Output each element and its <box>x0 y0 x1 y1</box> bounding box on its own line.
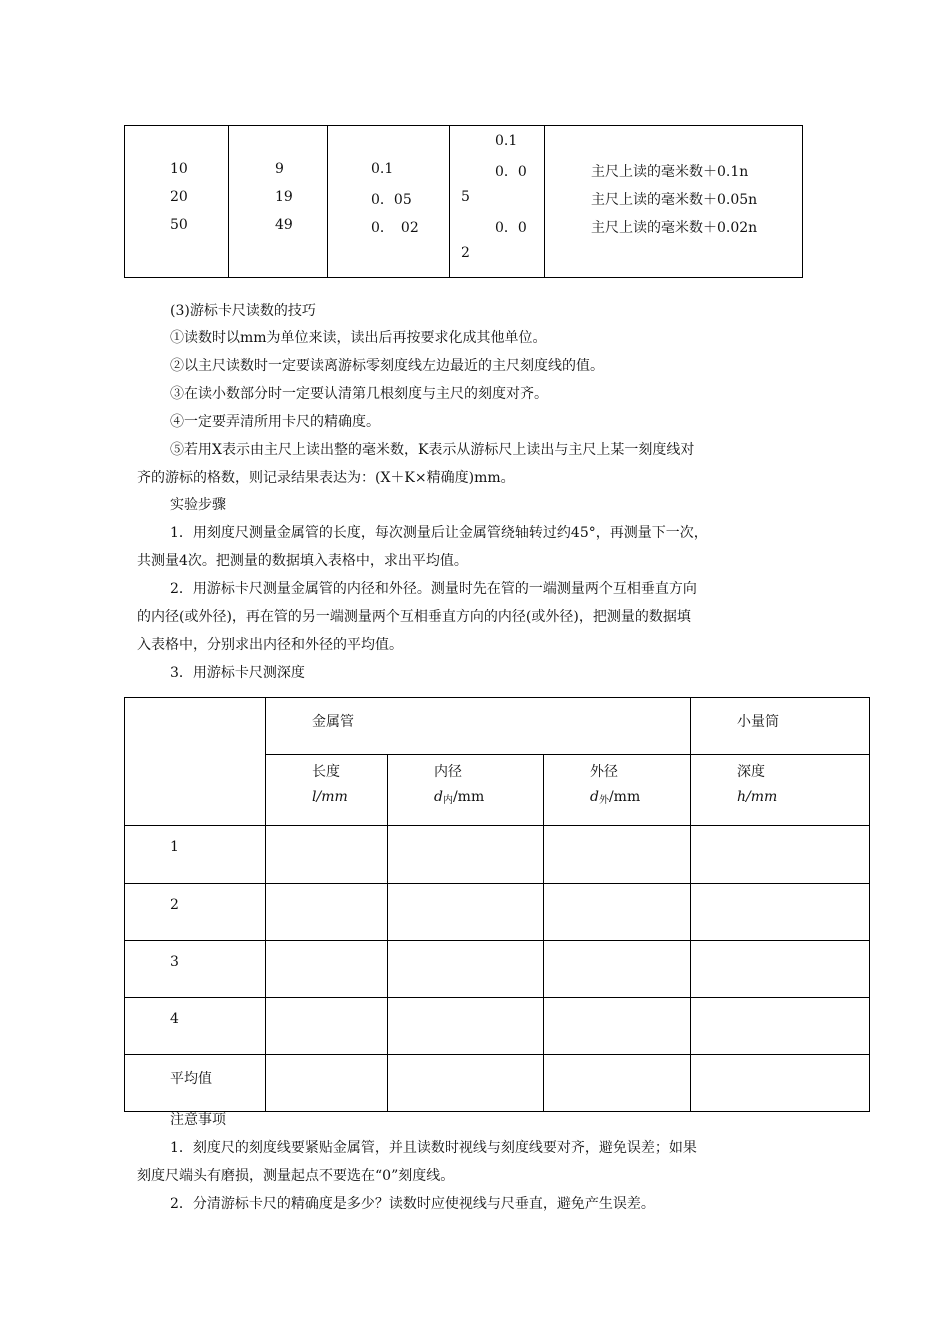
col-divider <box>228 126 229 277</box>
precision-cell: 0．0 <box>495 220 527 236</box>
group-header-small-cylinder: 小量筒 <box>737 714 779 730</box>
step-2-line1: 2．用游标卡尺测量金属管的内径和外径。测量时先在管的一端测量两个互相垂直方向 <box>170 581 697 597</box>
note-2: 2．分清游标卡尺的精确度是多少？读数时应使视线与尺垂直，避免产生误差。 <box>170 1196 655 1212</box>
col-unit-inner-diameter: $d_内/mm$ <box>434 789 485 806</box>
step-2-line3: 入表格中，分别求出内径和外径的平均值。 <box>137 637 403 653</box>
tips-heading: (3)游标卡尺读数的技巧 <box>170 303 316 319</box>
steps-heading: 实验步骤 <box>170 497 226 513</box>
col-header-length: 长度 <box>312 764 340 780</box>
tip-item: ①读数时以mm为单位来读，读出后再按要求化成其他单位。 <box>170 330 547 346</box>
col-divider <box>449 126 450 277</box>
col-header-outer-diameter: 外径 <box>590 764 618 780</box>
diff-cell: 0．05 <box>371 192 412 208</box>
formula-cell: 主尺上读的毫米数＋0.02n <box>591 220 758 236</box>
tip-item-5-line1: ⑤若用X表示由主尺上读出整的毫米数，K表示从游标尺上读出与主尺上某一刻度线对 <box>170 442 695 458</box>
note-1-line1: 1．刻度尺的刻度线要紧贴金属管，并且读数时视线与刻度线要对齐，避免误差；如果 <box>170 1140 697 1156</box>
formula-cell: 主尺上读的毫米数＋0.1n <box>591 164 749 180</box>
precision-cell: 5 <box>461 189 470 205</box>
precision-cell: 0.1 <box>495 133 518 149</box>
step-2-line2: 的内径(或外径)，再在管的另一端测量两个互相垂直方向的内径(或外径)，把测量的数据填 <box>137 609 691 625</box>
col-divider <box>265 698 266 1112</box>
row-divider <box>125 940 870 941</box>
step-1-line1: 1．用刻度尺测量金属管的长度，每次测量后让金属管绕轴转过约45°，再测量下一次， <box>170 525 708 541</box>
row-label: 2 <box>170 897 179 913</box>
row-divider <box>265 754 870 755</box>
precision-cell: 2 <box>461 245 470 261</box>
row-label: 4 <box>170 1011 179 1027</box>
divisions-cell: 50 <box>170 217 188 233</box>
tip-item-5-line2: 齐的游标的格数，则记录结果表达为：(X＋K×精确度)mm。 <box>137 470 515 486</box>
col-divider <box>690 698 691 1112</box>
row-divider <box>125 997 870 998</box>
group-header-metal-tube: 金属管 <box>312 714 354 730</box>
col-unit-length: l/mm <box>312 789 348 805</box>
col-unit-outer-diameter: $d_外/mm$ <box>590 789 641 806</box>
row-label-average: 平均值 <box>170 1071 212 1087</box>
precision-table <box>124 125 803 278</box>
col-divider <box>543 754 544 1112</box>
diff-cell: 0． 02 <box>371 220 419 236</box>
row-label: 3 <box>170 954 179 970</box>
length-cell: 19 <box>275 189 293 205</box>
divisions-cell: 20 <box>170 189 188 205</box>
length-cell: 9 <box>275 161 284 177</box>
length-cell: 49 <box>275 217 293 233</box>
divisions-cell: 10 <box>170 161 188 177</box>
step-1-line2: 共测量4次。把测量的数据填入表格中，求出平均值。 <box>137 553 468 569</box>
col-divider <box>327 126 328 277</box>
col-unit-depth: h/mm <box>737 789 778 805</box>
tip-item: ②以主尺读数时一定要读离游标零刻度线左边最近的主尺刻度线的值。 <box>170 358 604 374</box>
col-header-depth: 深度 <box>737 764 765 780</box>
tip-item: ③在读小数部分时一定要认清第几根刻度与主尺的刻度对齐。 <box>170 386 548 402</box>
measurement-table <box>124 697 870 1112</box>
diff-cell: 0.1 <box>371 161 394 177</box>
row-divider <box>125 825 870 826</box>
note-1-line2: 刻度尺端头有磨损，测量起点不要选在“0”刻度线。 <box>137 1168 455 1184</box>
row-divider <box>125 1054 870 1055</box>
row-label: 1 <box>170 839 179 855</box>
col-divider <box>544 126 545 277</box>
formula-cell: 主尺上读的毫米数＋0.05n <box>591 192 758 208</box>
col-header-inner-diameter: 内径 <box>434 764 462 780</box>
col-divider <box>387 754 388 1112</box>
notes-heading: 注意事项 <box>170 1112 226 1128</box>
precision-cell: 0．0 <box>495 164 527 180</box>
step-3: 3．用游标卡尺测深度 <box>170 665 305 681</box>
tip-item: ④一定要弄清所用卡尺的精确度。 <box>170 414 380 430</box>
row-divider <box>125 883 870 884</box>
